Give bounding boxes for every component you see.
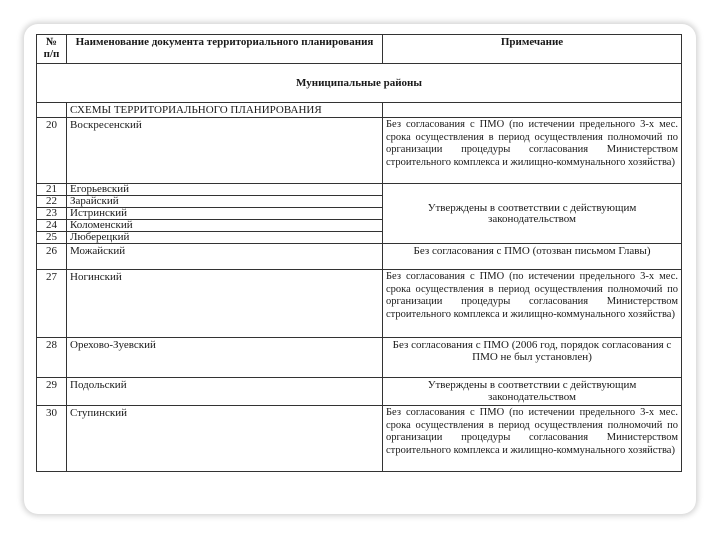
row-num: 26 [37, 244, 67, 270]
row-note: Без согласования с ПМО (по истечении предельного 3-х мес. срока осуществления в период осуществления полномочий по организации процедуры согласования Министерством строительного комплекса и жилищно-коммунального хозяйства) [383, 118, 682, 184]
row-name: Коломенский [67, 220, 383, 232]
table-header-row [37, 35, 682, 64]
section-title: Муниципальные районы [37, 64, 682, 103]
row-num: 29 [37, 378, 67, 406]
table-row [37, 338, 682, 378]
document-page [36, 34, 686, 504]
row-num: 23 [37, 208, 67, 220]
subsection-title: СХЕМЫ ТЕРРИТОРИАЛЬНОГО ПЛАНИРОВАНИЯ [67, 103, 383, 118]
table-row [37, 118, 682, 184]
row-num: 30 [37, 406, 67, 472]
row-name: Ногинский [67, 270, 383, 338]
row-num: 24 [37, 220, 67, 232]
row-num: 25 [37, 232, 67, 244]
row-note: Без согласования с ПМО (отозван письмом Главы) [383, 244, 682, 270]
row-note: Без согласования с ПМО (по истечении предельного 3-х мес. срока осуществления в период осуществления полномочий по организации процедуры согласования Министерством строительного комплекса и жилищно-коммунального хозяйства) [383, 406, 682, 472]
section-row [37, 64, 682, 103]
table-row [37, 378, 682, 406]
table-row [37, 270, 682, 338]
row-num: 21 [37, 184, 67, 196]
table-row [37, 244, 682, 270]
table-row [37, 184, 682, 196]
row-name: Егорьевский [67, 184, 383, 196]
empty-cell [383, 103, 682, 118]
row-name: Можайский [67, 244, 383, 270]
subsection-row [37, 103, 682, 118]
row-note: Утверждены в соответствии с действующим законодательством [383, 378, 682, 406]
row-name: Воскресенский [67, 118, 383, 184]
header-num: № п/п [37, 35, 67, 64]
row-note: Без согласования с ПМО (по истечении предельного 3-х мес. срока осуществления в период осуществления полномочий по организации процедуры согласования Министерством строительного комплекса и жилищно-коммунального хозяйства) [383, 270, 682, 338]
empty-cell [37, 103, 67, 118]
row-num: 28 [37, 338, 67, 378]
row-name: Истринский [67, 208, 383, 220]
row-name: Ступинский [67, 406, 383, 472]
header-name: Наименование документа территориального планирования [67, 35, 383, 64]
planning-table [36, 34, 682, 472]
row-num: 20 [37, 118, 67, 184]
row-num: 22 [37, 196, 67, 208]
row-name: Люберецкий [67, 232, 383, 244]
row-name: Подольский [67, 378, 383, 406]
table-row [37, 406, 682, 472]
row-name: Зарайский [67, 196, 383, 208]
row-name: Орехово-Зуевский [67, 338, 383, 378]
header-note: Примечание [383, 35, 682, 64]
row-note: Утверждены в соответствии с действующим законодательством [383, 184, 682, 244]
row-note: Без согласования с ПМО (2006 год, порядок согласования с ПМО не был установлен) [383, 338, 682, 378]
row-num: 27 [37, 270, 67, 338]
